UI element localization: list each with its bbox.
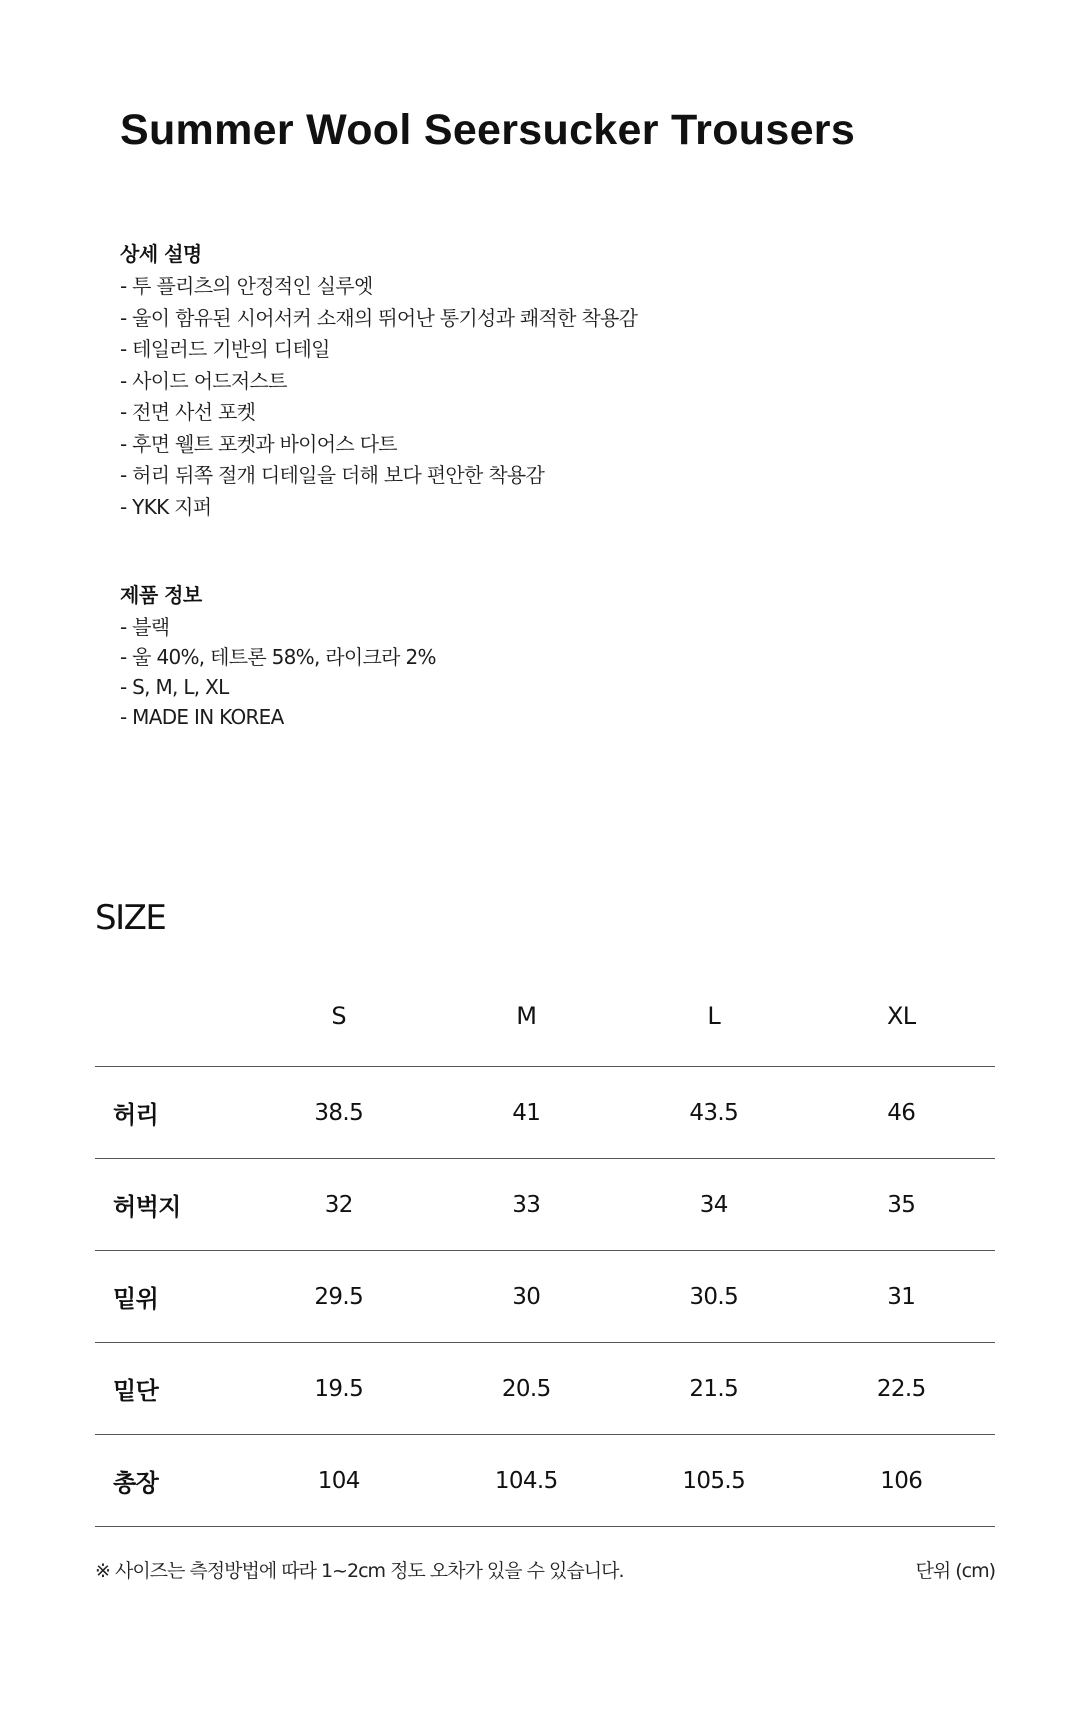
table-cell: 31 xyxy=(808,1251,996,1343)
table-row xyxy=(95,1067,995,1159)
table-cell: 43.5 xyxy=(620,1067,808,1159)
table-cell: 104 xyxy=(245,1435,433,1527)
details-item: - 울이 함유된 시어서커 소재의 뛰어난 통기성과 쾌적한 착용감 xyxy=(120,305,638,330)
table-row xyxy=(95,1159,995,1251)
product-info-list xyxy=(120,612,436,732)
size-header-s: S xyxy=(245,966,433,1067)
details-item: - 투 플리츠의 안정적인 실루엣 xyxy=(120,274,373,298)
size-header-l: L xyxy=(620,966,808,1067)
table-cell: 33 xyxy=(433,1159,621,1251)
details-heading: 상세 설명 xyxy=(120,242,202,266)
table-cell: 20.5 xyxy=(433,1343,621,1435)
table-cell: 105.5 xyxy=(620,1435,808,1527)
product-title: Summer Wool Seersucker Trousers xyxy=(120,106,856,154)
product-info-item: - S, M, L, XL xyxy=(120,675,229,699)
size-table xyxy=(95,966,995,1527)
table-cell: 104.5 xyxy=(433,1435,621,1527)
row-label-rise: 밑위 xyxy=(95,1251,245,1343)
details-item: - 허리 뒤쪽 절개 디테일을 더해 보다 편안한 착용감 xyxy=(120,463,545,487)
size-heading: SIZE xyxy=(95,898,166,938)
details-section xyxy=(120,239,637,523)
table-cell: 21.5 xyxy=(620,1343,808,1435)
table-row xyxy=(95,1435,995,1527)
table-cell: 35 xyxy=(808,1159,996,1251)
details-item: - 테일러드 기반의 디테일 xyxy=(120,337,330,361)
table-cell: 41 xyxy=(433,1067,621,1159)
size-header-row xyxy=(95,966,995,1067)
details-item: - 전면 사선 포켓 xyxy=(120,400,256,424)
table-cell: 38.5 xyxy=(245,1067,433,1159)
product-info-item: - 울 40%, 테트론 58%, 라이크라 2% xyxy=(120,645,436,669)
table-cell: 34 xyxy=(620,1159,808,1251)
size-header-m: M xyxy=(433,966,621,1067)
table-cell: 22.5 xyxy=(808,1343,996,1435)
size-unit-label: 단위 (cm) xyxy=(915,1560,995,1582)
size-header-xl: XL xyxy=(808,966,996,1067)
table-cell: 30.5 xyxy=(620,1251,808,1343)
table-cell: 32 xyxy=(245,1159,433,1251)
size-footnote: ※ 사이즈는 측정방법에 따라 1~2cm 정도 오차가 있을 수 있습니다. xyxy=(95,1560,624,1582)
product-info-section xyxy=(120,580,436,732)
table-cell: 29.5 xyxy=(245,1251,433,1343)
size-header-empty xyxy=(95,966,245,1067)
details-item: - 후면 웰트 포켓과 바이어스 다트 xyxy=(120,431,397,456)
row-label-hem: 밑단 xyxy=(95,1343,245,1435)
table-cell: 106 xyxy=(808,1435,996,1527)
table-cell: 46 xyxy=(808,1067,996,1159)
table-row xyxy=(95,1251,995,1343)
product-info-item: - MADE IN KOREA xyxy=(120,705,284,729)
table-row xyxy=(95,1343,995,1435)
product-info-heading: 제품 정보 xyxy=(120,583,202,607)
table-cell: 30 xyxy=(433,1251,621,1343)
product-info-item: - 블랙 xyxy=(120,615,170,639)
details-item: - 사이드 어드저스트 xyxy=(120,368,287,393)
row-label-length: 총장 xyxy=(95,1435,245,1527)
row-label-thigh: 허벅지 xyxy=(95,1159,245,1251)
row-label-waist: 허리 xyxy=(95,1067,245,1159)
details-item: - YKK 지퍼 xyxy=(120,494,212,519)
details-list xyxy=(120,271,637,523)
table-cell: 19.5 xyxy=(245,1343,433,1435)
